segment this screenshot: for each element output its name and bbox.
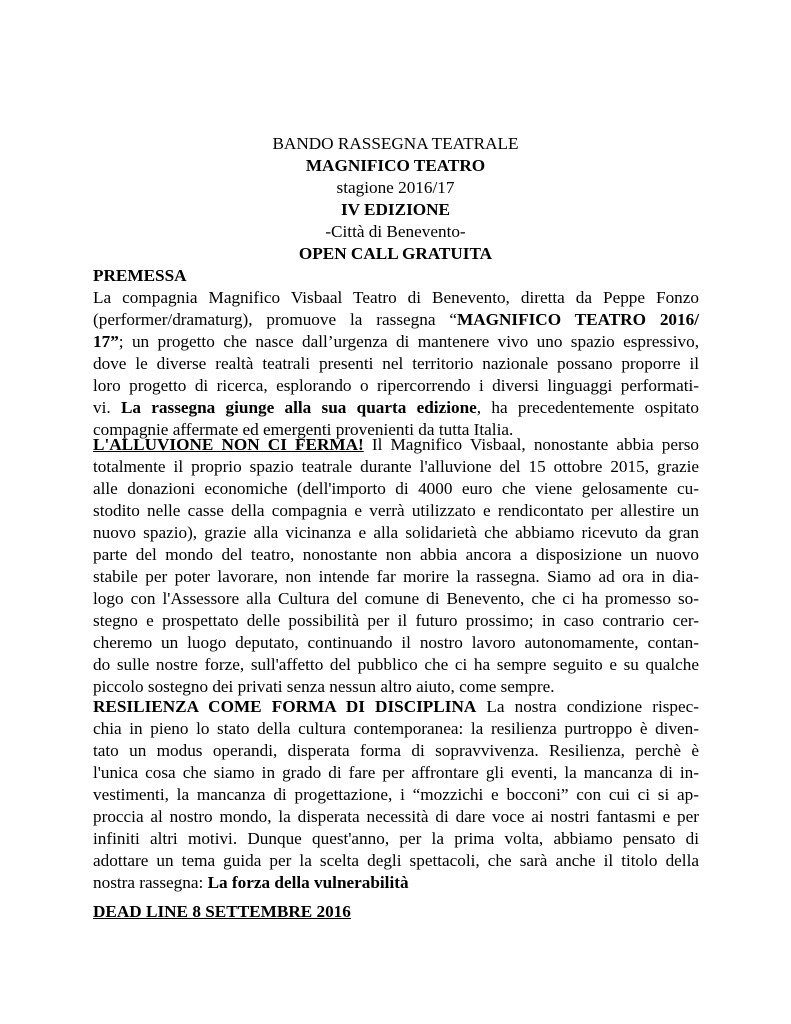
alluvione-line: alle donazioni economiche (dell'importo di 4000 euro che viene gelosamente cu- (93, 479, 699, 498)
premessa-section (93, 265, 699, 441)
resilienza-heading: RESILIENZA COME FORMA DI DISCIPLINA (93, 697, 477, 716)
alluvione-section (93, 434, 699, 698)
alluvione-line: cheremo un luogo deputato, continuando il nostro lavoro autonomamente, contan- (93, 633, 699, 652)
alluvione-line: piccolo sostegno dei privati senza nessun altro aiuto, come sempre. (93, 677, 555, 696)
resilienza-line: proccia al nostro mondo, la disperata necessità di dare voce ai nostri fantasmi e per (93, 807, 699, 826)
premessa-line (93, 309, 699, 331)
deadline-section (93, 901, 699, 923)
resilienza-theme: La forza della vulnerabilità (207, 873, 409, 892)
resilienza-line: adottare un tema guida per la scelta degli spettacoli, che sarà anche il titolo della (93, 851, 699, 870)
resilienza-line (93, 696, 699, 718)
premessa-bold-text: MAGNIFICO TEATRO 2016/ (457, 310, 699, 329)
header-open-call: OPEN CALL GRATUITA (298, 244, 493, 263)
premessa-line: loro progetto di ricerca, esplorando o ripercorrendo i diversi linguaggi performati- (93, 376, 699, 395)
resilienza-line: chia in pieno lo stato della cultura contemporanea: la resilienza purtroppo è diven- (93, 719, 699, 738)
premessa-line (93, 397, 699, 419)
premessa-line: dove le diverse realtà teatrali presenti nel territorio nazionale possano proporre il (93, 354, 699, 373)
premessa-line: La compagnia Magnifico Visbaal Teatro di Benevento, diretta da Peppe Fonzo (93, 288, 699, 307)
header-line-bando: BANDO RASSEGNA TEATRALE (272, 134, 519, 153)
resilienza-text: nostra rassegna: (93, 873, 208, 892)
resilienza-text: La nostra condizione rispec- (476, 697, 699, 716)
premessa-text: , ha precedentemente ospitato (476, 398, 699, 417)
resilienza-line: tato un modus operandi, disperata forma di sopravvivenza. Resilienza, perchè è (93, 741, 699, 760)
resilienza-section (93, 696, 699, 894)
premessa-bold-text: La rassegna giunge alla sua quarta edizione (120, 398, 477, 417)
resilienza-line (93, 872, 699, 894)
alluvione-line (93, 434, 699, 456)
header-edition: IV EDIZIONE (340, 200, 451, 219)
alluvione-line: stodito nelle casse della compagnia e verrà utilizzato e rendicontato per allestire un (93, 501, 699, 520)
alluvione-line: parte del mondo del teatro, nonostante non abbia ancora a disposizione un nuovo (93, 545, 699, 564)
alluvione-line: do sulle nostre forze, sull'affetto del pubblico che ci ha sempre seguito e su qualche (93, 655, 699, 674)
alluvione-text: Il Magnifico Visbaal, nonostante abbia perso (363, 435, 699, 454)
premessa-text: (performer/dramaturg), promuove la rassegna “ (93, 310, 457, 329)
deadline-heading: DEAD LINE 8 SETTEMBRE 2016 (93, 902, 351, 921)
premessa-line: compagnie affermate ed emergenti provenienti da tutta Italia. (93, 420, 514, 439)
premessa-heading: PREMESSA (93, 266, 187, 285)
alluvione-line: totalmente il proprio spazio teatrale durante l'alluvione del 15 ottobre 2015, grazie (93, 457, 699, 476)
alluvione-line: nuovo spazio), grazie alla vicinanza e alla solidarietà che abbiamo ricevuto da gran (93, 523, 699, 542)
header-season: stagione 2016/17 (336, 178, 455, 197)
premessa-text: vi. (93, 398, 121, 417)
premessa-bold-text: 17” (93, 332, 119, 351)
alluvione-line: stabile per poter lavorare, non intende far morire la rassegna. Siamo ad ora in dia- (93, 567, 699, 586)
header-city: -Città di Benevento- (325, 222, 466, 241)
alluvione-line: logo con l'Assessore alla Cultura del comune di Benevento, che ci ha promesso so- (93, 589, 699, 608)
document-header (0, 133, 791, 265)
alluvione-line: stegno e prospettato delle possibilità per il futuro prossimo; in caso contrario cer- (93, 611, 699, 630)
premessa-line (93, 331, 699, 353)
header-title: MAGNIFICO TEATRO (305, 156, 486, 175)
resilienza-line: infiniti altri motivi. Dunque quest'anno, per la prima volta, abbiamo pensato di (93, 829, 699, 848)
premessa-text: ; un progetto che nasce dall’urgenza di mantenere vivo uno spazio espressivo, (118, 332, 699, 351)
resilienza-line: l'unica cosa che siamo in grado di fare per affrontare gli eventi, la mancanza di in- (93, 763, 699, 782)
resilienza-line: vestimenti, la mancanza di progettazione, i “mozzichi e bocconi” con cui ci si ap- (93, 785, 699, 804)
alluvione-heading: L'ALLUVIONE NON CI FERMA! (93, 435, 364, 454)
